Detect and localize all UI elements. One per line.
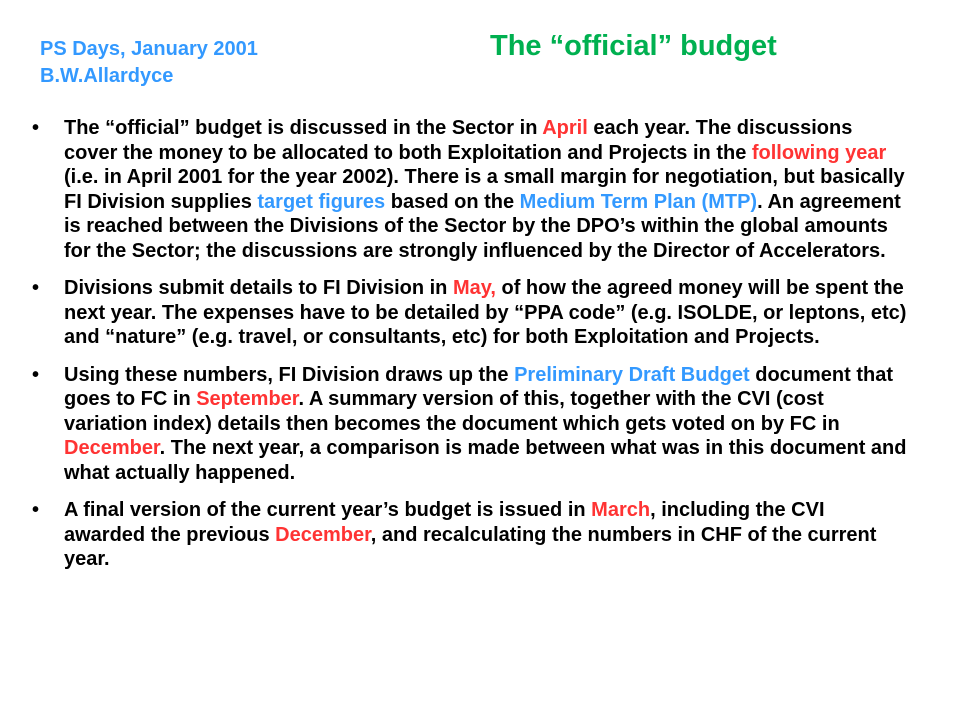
bullet-dot: • bbox=[32, 499, 40, 521]
bullet-text bbox=[64, 277, 906, 348]
text-segment: of how the agreed money will be spent the next year. The expenses have to be detailed by “PPA code” (e.g. ISOLDE, or leptons, etc) and “nature” (e.g. travel, or consultants, etc) for both Exploitation and Projects. bbox=[64, 277, 907, 348]
bullet-dot: • bbox=[32, 277, 40, 299]
highlighted-term: September bbox=[196, 388, 299, 410]
text-segment: The “official” budget is discussed in the Sector in bbox=[64, 117, 543, 139]
meta-event-date: PS Days, January 2001 bbox=[40, 38, 258, 60]
slide-title: The “official” budget bbox=[490, 30, 777, 62]
bullet-item bbox=[30, 276, 910, 350]
bullet-text bbox=[64, 117, 905, 262]
text-segment: based on the bbox=[385, 190, 520, 213]
bullet-list bbox=[30, 116, 910, 585]
meta-author: B.W.Allardyce bbox=[40, 65, 174, 87]
bullet-item bbox=[30, 498, 910, 572]
text-segment: . The next year, a comparison is made between what was in this document and what actually happened. bbox=[64, 437, 907, 484]
text-segment: each year. The discussions cover the money to be allocated to both Exploitation and Projects in the bbox=[64, 117, 853, 164]
bullet-dot: • bbox=[32, 363, 40, 386]
highlighted-term: March bbox=[591, 499, 651, 521]
bullet-item bbox=[30, 116, 910, 263]
bullet-dot: • bbox=[32, 117, 40, 139]
text-segment: (i.e. in April 2001 for the year 2002). There is a small margin for negotiation, but basically FI Division supplies bbox=[64, 166, 905, 213]
highlighted-term: Preliminary Draft Budget bbox=[514, 363, 750, 386]
text-segment: . An agreement is reached between the Divisions of the Sector by the DPO’s within the global amounts for the Sector; the discussions are strongly influenced by the Director of Accelerators. bbox=[64, 190, 901, 262]
highlighted-term: May, bbox=[452, 277, 496, 299]
highlighted-term: Medium Term Plan (MTP) bbox=[519, 190, 758, 213]
slide-meta bbox=[40, 36, 258, 90]
text-segment: . A summary version of this, together with the CVI (cost variation index) details then becomes the document which gets voted on by FC in bbox=[64, 388, 840, 435]
text-segment: A final version of the current year’s budget is issued in bbox=[64, 499, 592, 521]
bullet-item bbox=[30, 363, 910, 486]
highlighted-term: December bbox=[275, 523, 371, 546]
text-segment: Using these numbers, FI Division draws up the bbox=[64, 363, 515, 386]
highlighted-term: following year bbox=[751, 141, 887, 164]
highlighted-term: December bbox=[64, 437, 160, 459]
highlighted-term: April bbox=[542, 117, 588, 139]
text-segment: document that goes to FC in bbox=[64, 363, 894, 410]
bullet-text bbox=[64, 364, 907, 484]
highlighted-term: target figures bbox=[257, 190, 386, 213]
text-segment: Divisions submit details to FI Division in bbox=[64, 277, 453, 299]
bullet-text bbox=[64, 499, 876, 570]
text-segment: , including the CVI awarded the previous bbox=[64, 499, 825, 546]
text-segment: , and recalculating the numbers in CHF of the current year. bbox=[64, 523, 877, 570]
